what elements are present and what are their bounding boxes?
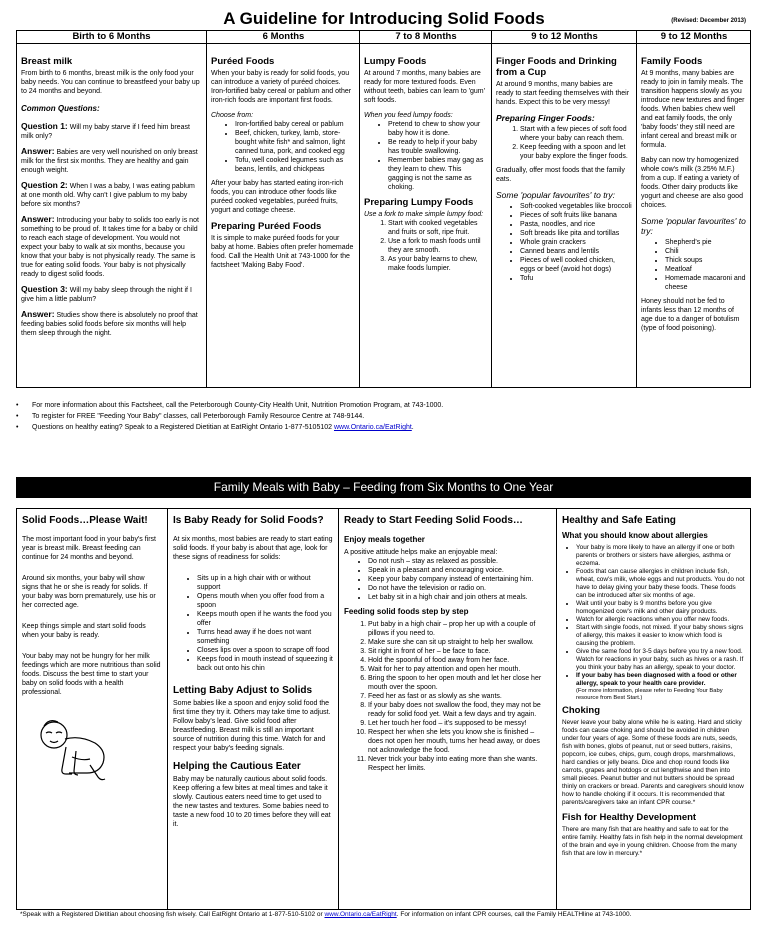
- list-item: 1. Put baby in a high chair – prop her up with a couple of pillows if you need to.: [368, 620, 551, 638]
- list-item: • Chili: [665, 247, 746, 256]
- list-item: • Homemade macaroni and cheese: [665, 274, 746, 292]
- pureed-intro: When your baby is ready for solid foods, you can introduce a variety of puréed choices. Iron-fortified baby cereal or pablum and other iron-rich foods are important first foods.: [211, 70, 352, 104]
- breast-milk-title: Breast milk: [21, 56, 73, 67]
- header-6: 6 Months: [206, 31, 360, 44]
- cautious-title: Helping the Cautious Eater: [173, 761, 301, 772]
- list-item: • Soft-cooked vegetables like broccoli: [520, 202, 632, 211]
- list-item: 8. If your baby does not swallow the food, they may not be ready for solid food yet. Wait a few days and try again.: [368, 701, 551, 719]
- wait-p3: Keep things simple and start solid foods when your baby is ready.: [22, 623, 146, 639]
- list-item: • If your baby has been diagnosed with a food or other allergy, speak to your health care provider.: [576, 672, 745, 688]
- col-healthy-safe: [556, 509, 750, 909]
- list-item: 2. Use a fork to mash foods until they are smooth.: [388, 237, 487, 255]
- crawling-baby-illustration: [32, 717, 112, 787]
- lumpy-title: Lumpy Foods: [364, 56, 427, 67]
- col-breast-milk: [17, 44, 206, 387]
- family-favourites: [641, 238, 746, 292]
- allergy-list: [562, 544, 745, 688]
- pureed-after: After your baby has started eating iron-rich foods, you can introduce other foods like puréed cooked vegetables, puréed fruits, yogurt and cottage cheese.: [211, 180, 344, 214]
- a1: Answer: Babies are very well nourished on only breast milk for the first six months. They are healthy and gain enough weight.: [21, 146, 198, 174]
- preparing-pureed-title: Preparing Puréed Foods: [211, 221, 322, 232]
- family-title: Family Foods: [641, 56, 703, 67]
- list-item: • Be ready to help if your baby has trouble swallowing.: [388, 138, 487, 156]
- breast-milk-intro: From birth to 6 months, breast milk is the only food your baby needs. You can continue to breastfeed your baby up to 24 months and beyond.: [21, 70, 200, 95]
- lumpy-list: [364, 120, 487, 192]
- list-item: • Opens mouth when you offer food from a spoon: [197, 592, 333, 610]
- header-7-8: 7 to 8 Months: [359, 31, 492, 44]
- family-intro: At 9 months, many babies are ready to join in family meals. The transition happens slowly as you introduce new textures and finger foods. When babies chew well and eat family foods, the only 'baby foods' they still need are infant cereal and breast milk or formula.: [641, 70, 745, 149]
- start-feeding-title: Ready to Start Feeding Solid Foods…: [344, 515, 523, 526]
- list-item: • Meatloaf: [665, 265, 746, 274]
- info-bullet: • Questions on healthy eating? Speak to a Registered Dietitian at EatRight Ontario 1-877-5105102 www.Ontario.ca/EatRight.: [32, 422, 443, 433]
- list-item: • Keep your baby company instead of entertaining him.: [368, 575, 551, 584]
- list-item: • Foods that can cause allergies in children include fish, wheat, cow's milk, whole eggs and nut products. You do not have to delay giving your baby these foods. These foods can be introduced after six months of age.: [576, 568, 745, 600]
- info-bullet: • To register for FREE "Feeding Your Baby" classes, call Peterborough Family Resource Centre at 748-9144.: [32, 411, 443, 422]
- list-item: • Turns head away if he does not want something: [197, 628, 333, 646]
- col-family: [636, 44, 750, 387]
- list-item: • Sits up in a high chair with or without support: [197, 574, 333, 592]
- finger-gradually: Gradually, offer most foods that the family eats.: [496, 167, 625, 183]
- list-item: • Tofu, well cooked legumes such as beans, lentils, and chickpeas: [235, 156, 355, 174]
- list-item: • Pretend to chew to show your baby how it is done.: [388, 120, 487, 138]
- list-item: • Whole grain crackers: [520, 238, 632, 247]
- family-favourites-title: Some 'popular favourites' to try:: [641, 216, 746, 236]
- allergies-title: What you should know about allergies: [562, 531, 708, 540]
- enjoy-intro: A positive attitude helps make an enjoyable meal:: [344, 549, 498, 556]
- footer-eatright-link[interactable]: www.Ontario.ca/EatRight: [324, 911, 397, 918]
- fish-text: There are many fish that are healthy and safe to eat for the entire family. Healthy fats in fish help in the normal development of the brain and eye in young children. Choose from the many fish that are low in mercury.*: [562, 826, 743, 857]
- q1: Question 1: Will my baby starve if I feed him breast milk only?: [21, 121, 190, 140]
- eatright-link[interactable]: www.Ontario.ca/EatRight: [333, 424, 412, 431]
- pureed-title: Puréed Foods: [211, 56, 275, 67]
- finger-title: Finger Foods and Drinking from a Cup: [496, 56, 617, 78]
- a3: Answer: Studies show there is absolutely no proof that feeding babies solid foods before six months will help them sleep through the night.: [21, 309, 198, 337]
- list-item: • Watch for allergic reactions when you offer new foods.: [576, 616, 745, 624]
- lumpy-use-fork: Use a fork to make simple lumpy food:: [364, 211, 484, 218]
- list-item: • Pasta, noodles, and rice: [520, 220, 632, 229]
- list-item: • Let baby sit in a high chair and join others at meals.: [368, 593, 551, 602]
- list-item: • Canned beans and lentils: [520, 247, 632, 256]
- choose-from: Choose from:: [211, 112, 254, 119]
- list-item: • Pieces of well cooked chicken, eggs or beef (avoid hot dogs): [520, 256, 632, 274]
- list-item: • Soft breads like pita and tortillas: [520, 229, 632, 238]
- finger-steps: [496, 125, 632, 161]
- list-item: 2. Make sure she can sit up straight to help her swallow.: [368, 638, 551, 647]
- list-item: • Shepherd's pie: [665, 238, 746, 247]
- list-item: 1. Start with a few pieces of soft food where your baby can reach them.: [520, 125, 632, 143]
- family-meals-banner: Family Meals with Baby – Feeding from Six Months to One Year: [16, 477, 751, 498]
- list-item: 10. Respect her when she lets you know she is finished – does not open her mouth, turns her head away, or does not acknowledge the food.: [368, 728, 551, 755]
- finger-intro: At around 9 months, many babies are ready to start feeding themselves with their hands. Expect this to be very messy!: [496, 81, 630, 106]
- list-item: • Your baby is more likely to have an allergy if one or both parents or brothers or sisters have allergies, asthma or eczema.: [576, 544, 745, 568]
- list-item: • Remember babies may gag as they learn to chew. This gagging is not the same as choking.: [388, 156, 487, 192]
- a2: Answer: Introducing your baby to solids too early is not something to be proud of. It takes time for a baby or child to reach each stage of development. You would not expect your baby to walk at six months, because you know that your baby is not physically ready. The same is true for eating solid foods. Your baby is not physically ready to digest solid foods.: [21, 214, 199, 278]
- col-start-feeding: [338, 509, 556, 909]
- header-birth-6: Birth to 6 Months: [17, 31, 206, 44]
- revised-date: (Revised: December 2013): [671, 18, 746, 24]
- finger-favourites-title: Some 'popular favourites' to try:: [496, 190, 615, 200]
- list-item: 5. Wait for her to pay attention and open her mouth.: [368, 665, 551, 674]
- preparing-finger-title: Preparing Finger Foods:: [496, 113, 595, 123]
- pureed-list: [211, 120, 355, 174]
- allergy-resource-note: (For more information, please refer to Feeding Your Baby resource from Best Start.): [576, 688, 723, 701]
- wait-p4: Your baby may not be hungry for her milk feedings which are more nutritious than solid foods. Discuss the best time to start your baby on solid foods with a health professional.: [22, 653, 161, 696]
- list-item: • Do not rush – stay as relaxed as possible.: [368, 557, 551, 566]
- list-item: • Give the same food for 3-5 days before you try a new food. Watch for reactions in your baby, such as hives or a rash. If you think your baby has an allergy, speak to your doctor.: [576, 648, 745, 672]
- lumpy-when: When you feed lumpy foods:: [364, 112, 453, 119]
- readiness-signs: [173, 574, 333, 673]
- honey-warning: Honey should not be fed to infants less than 12 months of age due to a danger of botulism (type of food poisoning).: [641, 298, 740, 332]
- page-title: A Guideline for Introducing Solid Foods: [223, 9, 545, 28]
- baby-ready-title: Is Baby Ready for Solid Foods?: [173, 515, 324, 526]
- header-9-12b: 9 to 12 Months: [636, 31, 751, 44]
- list-item: • Speak in a pleasant and encouraging voice.: [368, 566, 551, 575]
- q2: Question 2: When I was a baby, I was eating pablum at one month old. Why can't I give pablum to my baby before six months?: [21, 180, 195, 208]
- list-item: 1. Start with cooked vegetables and fruits or soft, ripe fruit.: [388, 219, 487, 237]
- finger-favourites: [496, 202, 632, 283]
- col-pureed: [206, 44, 359, 387]
- info-bullet: • For more information about this Factsheet, call the Peterborough County-City Health Unit, Nutrition Promotion Program, at 743-1000.: [32, 400, 443, 411]
- cautious-text: Baby may be naturally cautious about solid foods. Keep offering a few bites at meal times and take it slowly. Cautious eaters need time to get used to the new tastes and textures. Some babies need to taste a new food 10 to 20 times before they will eat it.: [173, 776, 331, 828]
- solid-foods-guideline-table: [16, 30, 751, 388]
- lumpy-intro: At around 7 months, many babies are ready for more textured foods. Even without teeth, babies can learn to 'gum' soft foods.: [364, 70, 485, 104]
- list-item: 7. Feed her as fast or as slowly as she wants.: [368, 692, 551, 701]
- lumpy-steps: [364, 219, 487, 273]
- header-9-12a: 9 to 12 Months: [491, 31, 637, 44]
- list-item: 4. Hold the spoonful of food away from her face.: [368, 656, 551, 665]
- col-lumpy: [359, 44, 491, 387]
- wait-p1: The most important food in your baby's first year is breast milk. Breast feeding can continue for 24 months and beyond.: [22, 536, 157, 561]
- list-item: 6. Bring the spoon to her open mouth and let her close her mouth over the spoon.: [368, 674, 551, 692]
- list-item: • Iron-fortified baby cereal or pablum: [235, 120, 355, 129]
- list-item: • Start with single foods, not mixed. If your baby shows signs of allergy, this makes it easier to know which food is causing the problem.: [576, 624, 745, 648]
- info-bullets: [32, 400, 443, 433]
- preparing-pureed-text: It is simple to make puréed foods for your baby at home. Babies often prefer homemade food. Call the Health Unit at 743-1000 for the factsheet 'Making Baby Food'.: [211, 235, 354, 269]
- fish-title: Fish for Healthy Development: [562, 812, 697, 823]
- footer-note: *Speak with a Registered Dietitian about choosing fish wisely. Call EatRight Ontario at 1-877-510-5102 or www.Ontario.ca/EatRight. For information on infant CPR courses, call the Family HEALTHline at 743-1000.: [20, 911, 632, 918]
- list-item: • Keeps food in mouth instead of squeezing it back out onto his chin: [197, 655, 333, 673]
- q3: Question 3: Will my baby sleep through the night if I give him a little pablum?: [21, 284, 192, 303]
- adjust-text: Some babies like a spoon and enjoy solid food the first time they try it. Others may take time to adjust. Follow baby's lead. Give solid food after breastfeeding. Breast milk is still an important source of nutrition during this time. Watch for and respect your baby's feeding signals.: [173, 700, 331, 752]
- family-meals-table: [16, 508, 751, 910]
- list-item: • Pieces of soft fruits like banana: [520, 211, 632, 220]
- list-item: 11. Never trick your baby into eating more than she wants. Respect her limits.: [368, 755, 551, 773]
- adjust-title: Letting Baby Adjust to Solids: [173, 685, 313, 696]
- wait-p2: Around six months, your baby will show signs that he or she is ready for solids. If your baby was born prematurely, use his or her corrected age.: [22, 575, 156, 609]
- col-finger: [491, 44, 636, 387]
- enjoy-meals-title: Enjoy meals together: [344, 535, 425, 544]
- list-item: • Do not have the television or radio on.: [368, 584, 551, 593]
- list-item: • Wait until your baby is 9 months before you give homogenized cow's milk and other dairy products.: [576, 600, 745, 616]
- list-item: • Tofu: [520, 274, 632, 283]
- healthy-safe-title: Healthy and Safe Eating: [562, 515, 676, 526]
- choking-text: Never leave your baby alone while he is eating. Hard and sticky foods can cause choking and should be avoided in children under four years of age. Some of these foods are nuts, seeds, fish with bones, globs of peanut, nut or seed butters, raisins, popcorn, ice cubes, chips, gum, cough drops, marshmallows, hard candies or jelly beans. Dice and chop round foods like carrots, grapes and hotdogs or cut lengthwise and then into small pieces. Peanut butter and nut butters should be spread thinly on crackers or bread. Parents and caregivers should know how to handle choking if it occurs. It is recommended that parents/caregivers take an infant CPR course.*: [562, 719, 744, 806]
- list-item: • Beef, chicken, turkey, lamb, store-bought white fish* and salmon, light canned tuna, pork, and cooked egg: [235, 129, 355, 156]
- common-questions-title: Common Questions:: [21, 104, 100, 113]
- col-baby-ready: [167, 509, 338, 909]
- list-item: • Closes lips over a spoon to scrape off food: [197, 646, 333, 655]
- please-wait-title: Solid Foods…Please Wait!: [22, 515, 148, 526]
- list-item: • Thick soups: [665, 256, 746, 265]
- enjoy-list: [344, 557, 551, 602]
- preparing-lumpy-title: Preparing Lumpy Foods: [364, 197, 474, 208]
- list-item: 3. Sit right in front of her – be face to face.: [368, 647, 551, 656]
- list-item: 9. Let her touch her food – it's supposed to be messy!: [368, 719, 551, 728]
- choking-title: Choking: [562, 705, 600, 716]
- ready-intro: At six months, most babies are ready to start eating solid foods. If your baby is about that age, look for these signs of readiness for solids:: [173, 536, 333, 561]
- family-milk: Baby can now try homogenized whole cow's milk (3.25% M.F.) from a cup. If eating a variety of foods. Other dairy products like yogurt and cheese are also good choices.: [641, 157, 743, 209]
- list-item: • Keeps mouth open if he wants the food you offer: [197, 610, 333, 628]
- step-by-step-title: Feeding solid foods step by step: [344, 607, 469, 616]
- list-item: 2. Keep feeding with a spoon and let your baby explore the finger foods.: [520, 143, 632, 161]
- col-please-wait: [17, 509, 167, 909]
- feeding-steps: [344, 620, 551, 773]
- list-item: 3. As your baby learns to chew, make foods lumpier.: [388, 255, 487, 273]
